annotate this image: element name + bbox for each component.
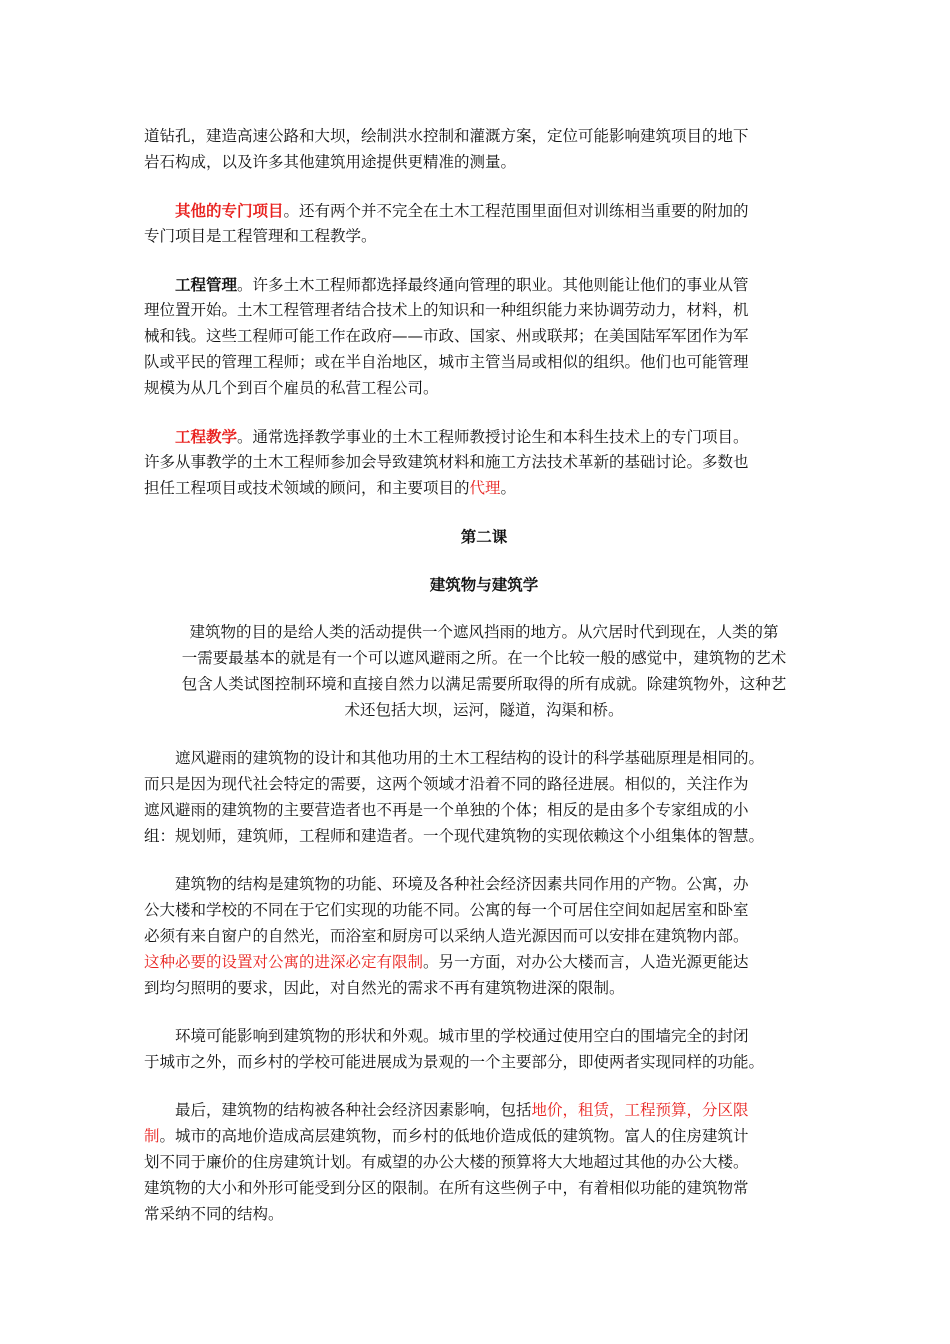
paragraph-line <box>144 949 824 976</box>
paragraph-line: 包含人类试图控制环境和直接自然力以满足需要所取得的所有成就。除建筑物外，这种艺 <box>181 675 787 693</box>
paragraph-text: 。城市的高地价造成高层建筑物，而乡村的低地价造成低的建筑物。富人的住房建筑计 <box>159 1127 749 1145</box>
paragraph-line: 建筑物的目的是给人类的活动提供一个遮风挡雨的地方。从穴居时代到现在，人类的第 <box>189 623 779 641</box>
paragraph-line: 岩石构成，以及许多其他建筑用途提供更精准的测量。 <box>144 153 517 171</box>
paragraph-text: 担任工程项目或技术领域的顾问，和主要项目的 <box>144 479 470 497</box>
paragraph-text: 。 <box>500 479 517 497</box>
paragraph-line: 专门项目是工程管理和工程教学。 <box>144 227 377 245</box>
paragraph-line <box>144 1123 824 1150</box>
paragraph-text: 。另一方面，对办公大楼而言，人造光源更能达 <box>423 953 749 971</box>
section-heading-engineering-teaching: 工程教学 <box>175 427 238 446</box>
highlighted-terms: 制 <box>144 1127 160 1145</box>
paragraph-text: 环境可能影响到建筑物的形状和外观。城市里的学校通过使用空白的围墙完全的封闭 <box>175 1027 749 1045</box>
paragraph-text: 。通常选择教学事业的土木工程师教授讨论生和本科生技术上的专门项目。 <box>237 428 749 446</box>
paragraph-line: 队或平民的管理工程师；或在半自治地区，城市主管当局或相似的组织。他们也可能管理 <box>144 353 749 371</box>
paragraph-line: 公大楼和学校的不同在于它们实现的功能不同。公寓的每一个可居住空间如起居室和卧室 <box>144 901 749 919</box>
paragraph-line: 道钻孔，建造高速公路和大坝，绘制洪水控制和灌溉方案，定位可能影响建筑项目的地下 <box>144 127 749 145</box>
paragraph-text: 。许多土木工程师都选择最终通向管理的职业。其他则能让他们的事业从管 <box>237 276 749 294</box>
paragraph-line: 常采纳不同的结构。 <box>144 1205 284 1223</box>
paragraph-line: 规模为从几个到百个雇员的私营工程公司。 <box>144 379 439 397</box>
paragraph-line <box>144 1023 824 1050</box>
paragraph-line: 到均匀照明的要求，因此，对自然光的需求不再有建筑物进深的限制。 <box>144 979 625 997</box>
paragraph-text: 建筑物的结构是建筑物的功能、环境及各种社会经济因素共同作用的产物。公寓，办 <box>175 875 749 893</box>
paragraph-line <box>144 423 824 451</box>
paragraph-line <box>144 871 824 898</box>
paragraph-line: 必须有来自窗户的自然光，而浴室和厨房可以采纳人造光源因而可以安排在建筑物内部。 <box>144 927 749 945</box>
paragraph-line <box>144 1097 824 1124</box>
paragraph-line <box>144 475 824 502</box>
paragraph-line: 划不同于廉价的住房建筑计划。有威望的办公大楼的预算将大大地超过其他的办公大楼。 <box>144 1153 749 1171</box>
paragraph-line <box>144 271 824 299</box>
section-heading-engineering-management: 工程管理 <box>175 275 238 294</box>
paragraph-line <box>144 745 824 772</box>
highlighted-sentence: 这种必要的设置对公寓的进深必定有限制 <box>144 953 424 971</box>
paragraph-line: 于城市之外，而乡村的学校可能进展成为景观的一个主要部分，即使两者实现同样的功能。 <box>144 1053 765 1071</box>
section-heading-special-projects: 其他的专门项目 <box>175 201 284 220</box>
paragraph-line: 而只是因为现代社会特定的需要，这两个领域才沿着不同的路径进展。相似的，关注作为 <box>144 775 749 793</box>
paragraph-line: 组：规划师，建筑师，工程师和建造者。一个现代建筑物的实现依赖这个小组集体的智慧。 <box>144 827 765 845</box>
paragraph-line: 一需要最基本的就是有一个可以遮风避雨之所。在一个比较一般的感觉中，建筑物的艺术 <box>181 649 787 667</box>
paragraph-line <box>144 197 824 225</box>
paragraph-line: 术还包括大坝，运河，隧道，沟渠和桥。 <box>344 701 624 719</box>
highlighted-terms: 地价，租赁，工程预算，分区限 <box>531 1101 749 1119</box>
lesson-heading: 第二课 <box>460 527 508 546</box>
paragraph-line: 建筑物的大小和外形可能受到分区的限制。在所有这些例子中，有着相似功能的建筑物常 <box>144 1179 749 1197</box>
highlighted-term: 代理 <box>469 479 501 497</box>
paragraph-line: 理位置开始。土木工程管理者结合技术上的知识和一种组织能力来协调劳动力，材料，机 <box>144 301 749 319</box>
paragraph-line: 械和钱。这些工程师可能工作在政府——市政、国家、州或联邦；在美国陆军军团作为军 <box>144 327 749 345</box>
paragraph-line: 遮风避雨的建筑物的主要营造者也不再是一个单独的个体；相反的是由多个专家组成的小 <box>144 801 749 819</box>
paragraph-line: 许多从事教学的土木工程师参加会导致建筑材料和施工方法技术革新的基础讨论。多数也 <box>144 453 749 471</box>
chapter-title: 建筑物与建筑学 <box>429 575 539 594</box>
paragraph-text: 最后，建筑物的结构被各种社会经济因素影响，包括 <box>175 1101 532 1119</box>
paragraph-text: 遮风避雨的建筑物的设计和其他功用的土木工程结构的设计的科学基础原理是相同的。 <box>175 749 765 767</box>
paragraph-text: 。还有两个并不完全在土木工程范围里面但对训练相当重要的附加的 <box>283 202 749 220</box>
